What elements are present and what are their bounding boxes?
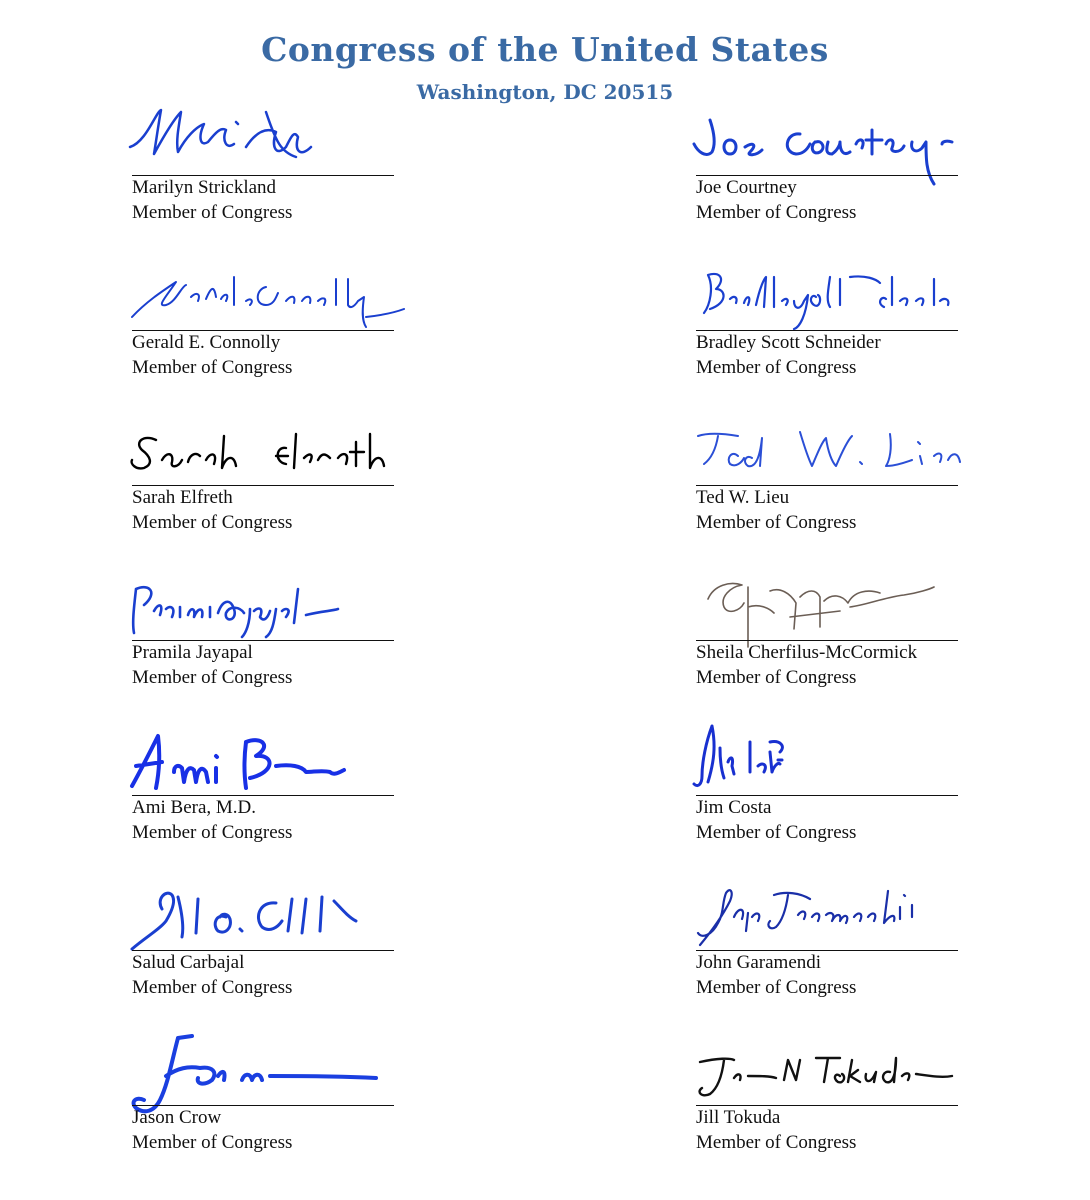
signature-block bbox=[132, 897, 396, 1017]
signature-block bbox=[132, 122, 396, 242]
signatory-title: Member of Congress bbox=[132, 667, 293, 688]
signatory-title: Member of Congress bbox=[696, 202, 857, 223]
signatory-name: Ted W. Lieu bbox=[696, 487, 790, 508]
letterhead-title: Congress of the United States bbox=[261, 30, 829, 69]
signature-block bbox=[696, 742, 960, 862]
signatory-name: Gerald E. Connolly bbox=[132, 332, 281, 353]
signatory-title: Member of Congress bbox=[132, 202, 293, 223]
signatory-name: Jill Tokuda bbox=[696, 1107, 781, 1128]
signatory-title: Member of Congress bbox=[696, 977, 857, 998]
signature-block bbox=[132, 587, 396, 707]
signatory-name: Ami Bera, M.D. bbox=[132, 797, 257, 818]
signature-block bbox=[696, 122, 960, 242]
signatory-name: Bradley Scott Schneider bbox=[696, 332, 881, 353]
signatory-name: Joe Courtney bbox=[696, 177, 797, 198]
signatory-title: Member of Congress bbox=[696, 822, 857, 843]
signatory-name: John Garamendi bbox=[696, 952, 822, 973]
signature-block bbox=[696, 1052, 960, 1172]
signatory-title: Member of Congress bbox=[696, 357, 857, 378]
signatory-title: Member of Congress bbox=[132, 977, 293, 998]
signature-block bbox=[696, 432, 960, 552]
signatory-title: Member of Congress bbox=[132, 822, 293, 843]
signatory-name: Jim Costa bbox=[696, 797, 772, 818]
signature-block bbox=[696, 897, 960, 1017]
signature-block bbox=[132, 742, 396, 862]
letterhead-subtitle: Washington, DC 20515 bbox=[416, 80, 674, 104]
signatory-title: Member of Congress bbox=[132, 1132, 293, 1153]
signatory-title: Member of Congress bbox=[132, 357, 293, 378]
signatory-name: Marilyn Strickland bbox=[132, 177, 277, 198]
signatory-name: Sheila Cherfilus-McCormick bbox=[696, 642, 918, 663]
signature-block bbox=[696, 277, 960, 397]
signatory-name: Salud Carbajal bbox=[132, 952, 245, 973]
signature-block bbox=[132, 1052, 396, 1172]
signature-block bbox=[132, 277, 396, 397]
letterhead bbox=[0, 28, 1090, 104]
signatory-name: Pramila Jayapal bbox=[132, 642, 253, 663]
signatory-name: Jason Crow bbox=[132, 1107, 222, 1128]
signature-block bbox=[696, 587, 960, 707]
signatory-title: Member of Congress bbox=[696, 512, 857, 533]
signature-block bbox=[132, 432, 396, 552]
signatory-title: Member of Congress bbox=[696, 1132, 857, 1153]
signatory-name: Sarah Elfreth bbox=[132, 487, 233, 508]
signatory-title: Member of Congress bbox=[696, 667, 857, 688]
signatory-title: Member of Congress bbox=[132, 512, 293, 533]
